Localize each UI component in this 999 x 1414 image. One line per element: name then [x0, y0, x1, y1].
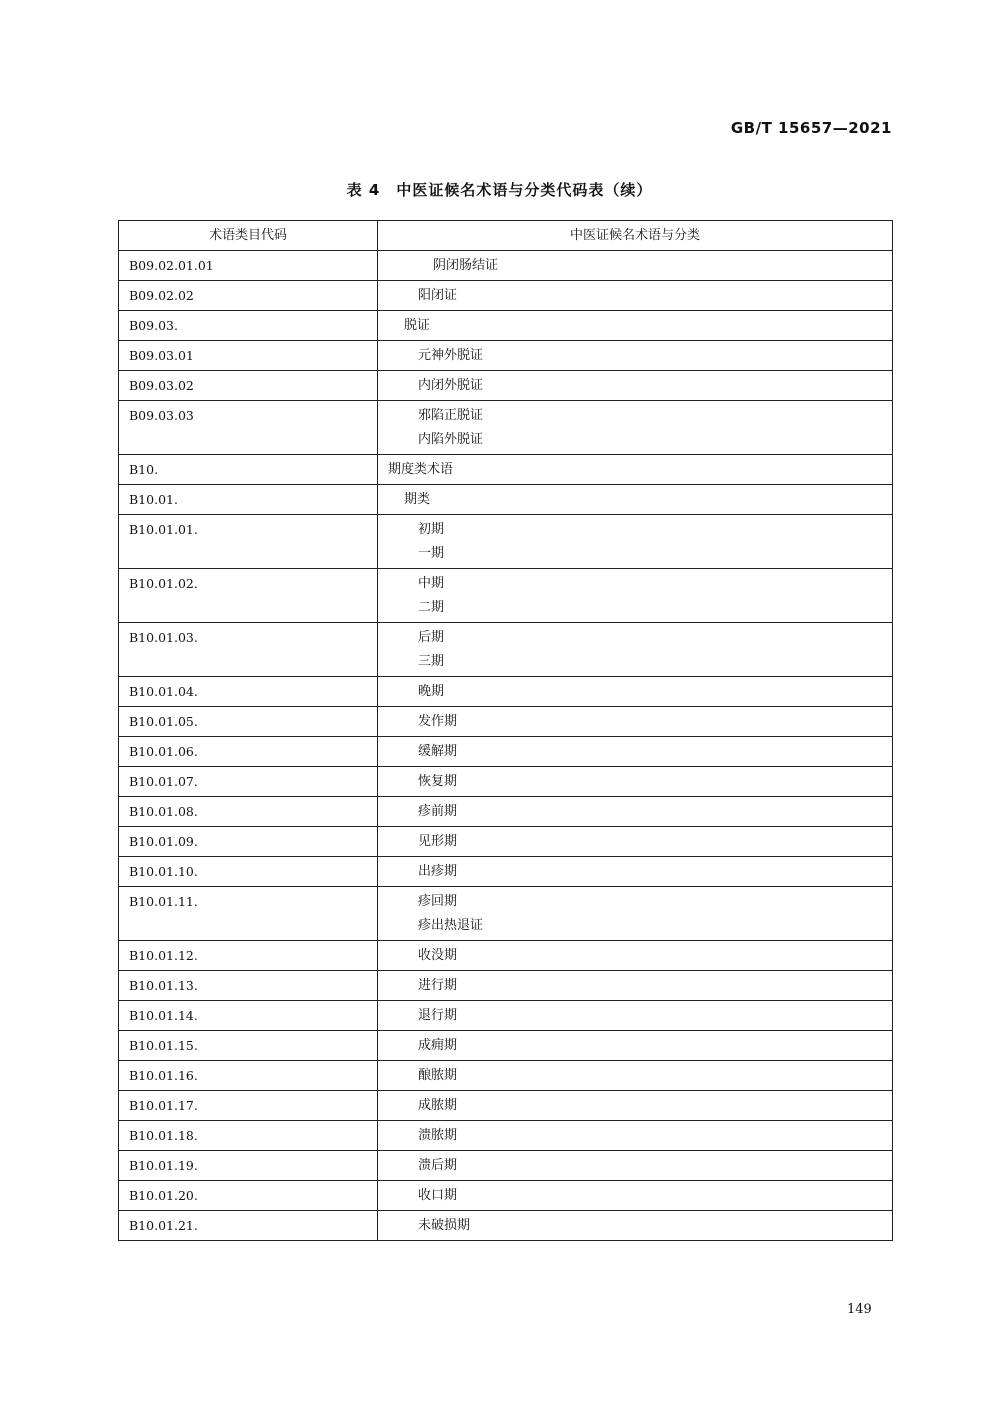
table-row — [119, 707, 893, 737]
term-code-cell: B10.01. — [119, 485, 378, 515]
term-name: 未破损期 — [418, 1218, 471, 1233]
term-code-cell: B10.01.20. — [119, 1181, 378, 1211]
term-code-cell: B10.01.09. — [119, 827, 378, 857]
term-name-cell — [378, 971, 893, 1001]
term-code-cell: B10.01.12. — [119, 941, 378, 971]
term-code-cell: B10.01.08. — [119, 797, 378, 827]
term-name: 发作期 — [418, 714, 458, 729]
term-code-cell: B10. — [119, 455, 378, 485]
table-row — [119, 1091, 893, 1121]
table-row — [119, 281, 893, 311]
term-name-cell — [378, 737, 893, 767]
term-name: 疹出热退证 — [418, 918, 484, 933]
table-row — [119, 1031, 893, 1061]
table-row — [119, 371, 893, 401]
term-code-cell: B10.01.13. — [119, 971, 378, 1001]
term-name: 阳闭证 — [418, 288, 458, 303]
table-row — [119, 1121, 893, 1151]
term-name: 初期 — [418, 522, 445, 537]
term-code-cell: B10.01.21. — [119, 1211, 378, 1241]
term-name: 溃脓期 — [418, 1128, 458, 1143]
term-code-cell: B10.01.19. — [119, 1151, 378, 1181]
term-code-cell: B10.01.06. — [119, 737, 378, 767]
table-title: 表 4 中医证候名术语与分类代码表（续） — [346, 181, 653, 199]
term-name: 脱证 — [404, 318, 431, 333]
term-name-cell — [378, 1211, 893, 1241]
term-code-cell: B10.01.18. — [119, 1121, 378, 1151]
term-name-cell — [378, 1091, 893, 1121]
term-name-cell — [378, 707, 893, 737]
term-name: 二期 — [418, 600, 445, 615]
term-name: 疹前期 — [418, 804, 458, 819]
term-code-cell: B09.03.02 — [119, 371, 378, 401]
term-name-cell — [378, 1121, 893, 1151]
term-code-cell: B10.01.07. — [119, 767, 378, 797]
term-name-cell — [378, 1001, 893, 1031]
term-name-cell — [378, 401, 893, 455]
term-name: 期类 — [404, 492, 431, 507]
term-code-cell: B10.01.05. — [119, 707, 378, 737]
table-row — [119, 1211, 893, 1241]
term-code-cell: B10.01.10. — [119, 857, 378, 887]
term-name: 中期 — [418, 576, 445, 591]
table-row — [119, 971, 893, 1001]
term-name: 成痈期 — [418, 1038, 458, 1053]
table-row — [119, 737, 893, 767]
term-code-cell: B09.03. — [119, 311, 378, 341]
table-row — [119, 251, 893, 281]
table-body — [119, 251, 893, 1241]
term-name-cell — [378, 1151, 893, 1181]
table-row — [119, 401, 893, 455]
term-code-cell: B09.02.01.01 — [119, 251, 378, 281]
term-code-cell: B10.01.03. — [119, 623, 378, 677]
table-row — [119, 1061, 893, 1091]
table-row — [119, 569, 893, 623]
term-name: 酿脓期 — [418, 1068, 458, 1083]
term-name-cell — [378, 1061, 893, 1091]
term-code-cell: B10.01.16. — [119, 1061, 378, 1091]
term-name: 收没期 — [418, 948, 458, 963]
term-name: 缓解期 — [418, 744, 458, 759]
term-name: 期度类术语 — [388, 462, 454, 477]
term-name-cell — [378, 623, 893, 677]
term-name-cell — [378, 857, 893, 887]
term-name-cell — [378, 455, 893, 485]
term-name-cell — [378, 371, 893, 401]
term-code-cell: B10.01.14. — [119, 1001, 378, 1031]
table-row — [119, 857, 893, 887]
term-name: 进行期 — [418, 978, 458, 993]
column-header-term: 中医证候名术语与分类 — [378, 221, 893, 251]
term-name: 三期 — [418, 654, 445, 669]
term-name-cell — [378, 1181, 893, 1211]
term-code-cell: B10.01.04. — [119, 677, 378, 707]
standard-number: GB/T 15657—2021 — [730, 119, 892, 137]
table-row — [119, 1181, 893, 1211]
term-code-cell: B09.03.03 — [119, 401, 378, 455]
table-row — [119, 623, 893, 677]
table-row — [119, 1001, 893, 1031]
table-header-row — [119, 221, 893, 251]
term-code-cell: B10.01.15. — [119, 1031, 378, 1061]
table-row — [119, 311, 893, 341]
term-name: 成脓期 — [418, 1098, 458, 1113]
term-name-cell — [378, 341, 893, 371]
term-name: 元神外脱证 — [418, 348, 484, 363]
term-code-cell: B09.03.01 — [119, 341, 378, 371]
term-name-cell — [378, 251, 893, 281]
term-code-cell: B10.01.11. — [119, 887, 378, 941]
term-name: 后期 — [418, 630, 445, 645]
term-name: 内闭外脱证 — [418, 378, 484, 393]
term-name: 恢复期 — [418, 774, 458, 789]
column-header-code: 术语类目代码 — [119, 221, 378, 251]
term-name-cell — [378, 827, 893, 857]
term-name-cell — [378, 569, 893, 623]
term-code-cell: B10.01.02. — [119, 569, 378, 623]
term-name-cell — [378, 281, 893, 311]
term-name: 阴闭肠结证 — [433, 258, 499, 273]
term-name: 内陷外脱证 — [418, 432, 484, 447]
term-name-cell — [378, 485, 893, 515]
table-row — [119, 1151, 893, 1181]
term-name-cell — [378, 311, 893, 341]
term-name: 晚期 — [418, 684, 445, 699]
terms-table — [118, 220, 893, 1241]
table-row — [119, 455, 893, 485]
term-name-cell — [378, 797, 893, 827]
table-row — [119, 767, 893, 797]
table-row — [119, 797, 893, 827]
table-row — [119, 887, 893, 941]
term-name: 疹回期 — [418, 894, 458, 909]
term-name-cell — [378, 887, 893, 941]
term-name: 出疹期 — [418, 864, 458, 879]
term-code-cell: B10.01.01. — [119, 515, 378, 569]
term-name: 邪陷正脱证 — [418, 408, 484, 423]
table-row — [119, 827, 893, 857]
term-name: 见形期 — [418, 834, 458, 849]
table-row — [119, 515, 893, 569]
page-number: 149 — [847, 1302, 872, 1317]
term-name: 退行期 — [418, 1008, 458, 1023]
table-row — [119, 941, 893, 971]
term-name: 收口期 — [418, 1188, 458, 1203]
term-name-cell — [378, 767, 893, 797]
table-row — [119, 485, 893, 515]
term-name-cell — [378, 677, 893, 707]
term-name: 一期 — [418, 546, 445, 561]
table-row — [119, 677, 893, 707]
term-code-cell: B09.02.02 — [119, 281, 378, 311]
term-name-cell — [378, 1031, 893, 1061]
term-name-cell — [378, 515, 893, 569]
term-name-cell — [378, 941, 893, 971]
table-row — [119, 341, 893, 371]
term-name: 溃后期 — [418, 1158, 458, 1173]
term-code-cell: B10.01.17. — [119, 1091, 378, 1121]
